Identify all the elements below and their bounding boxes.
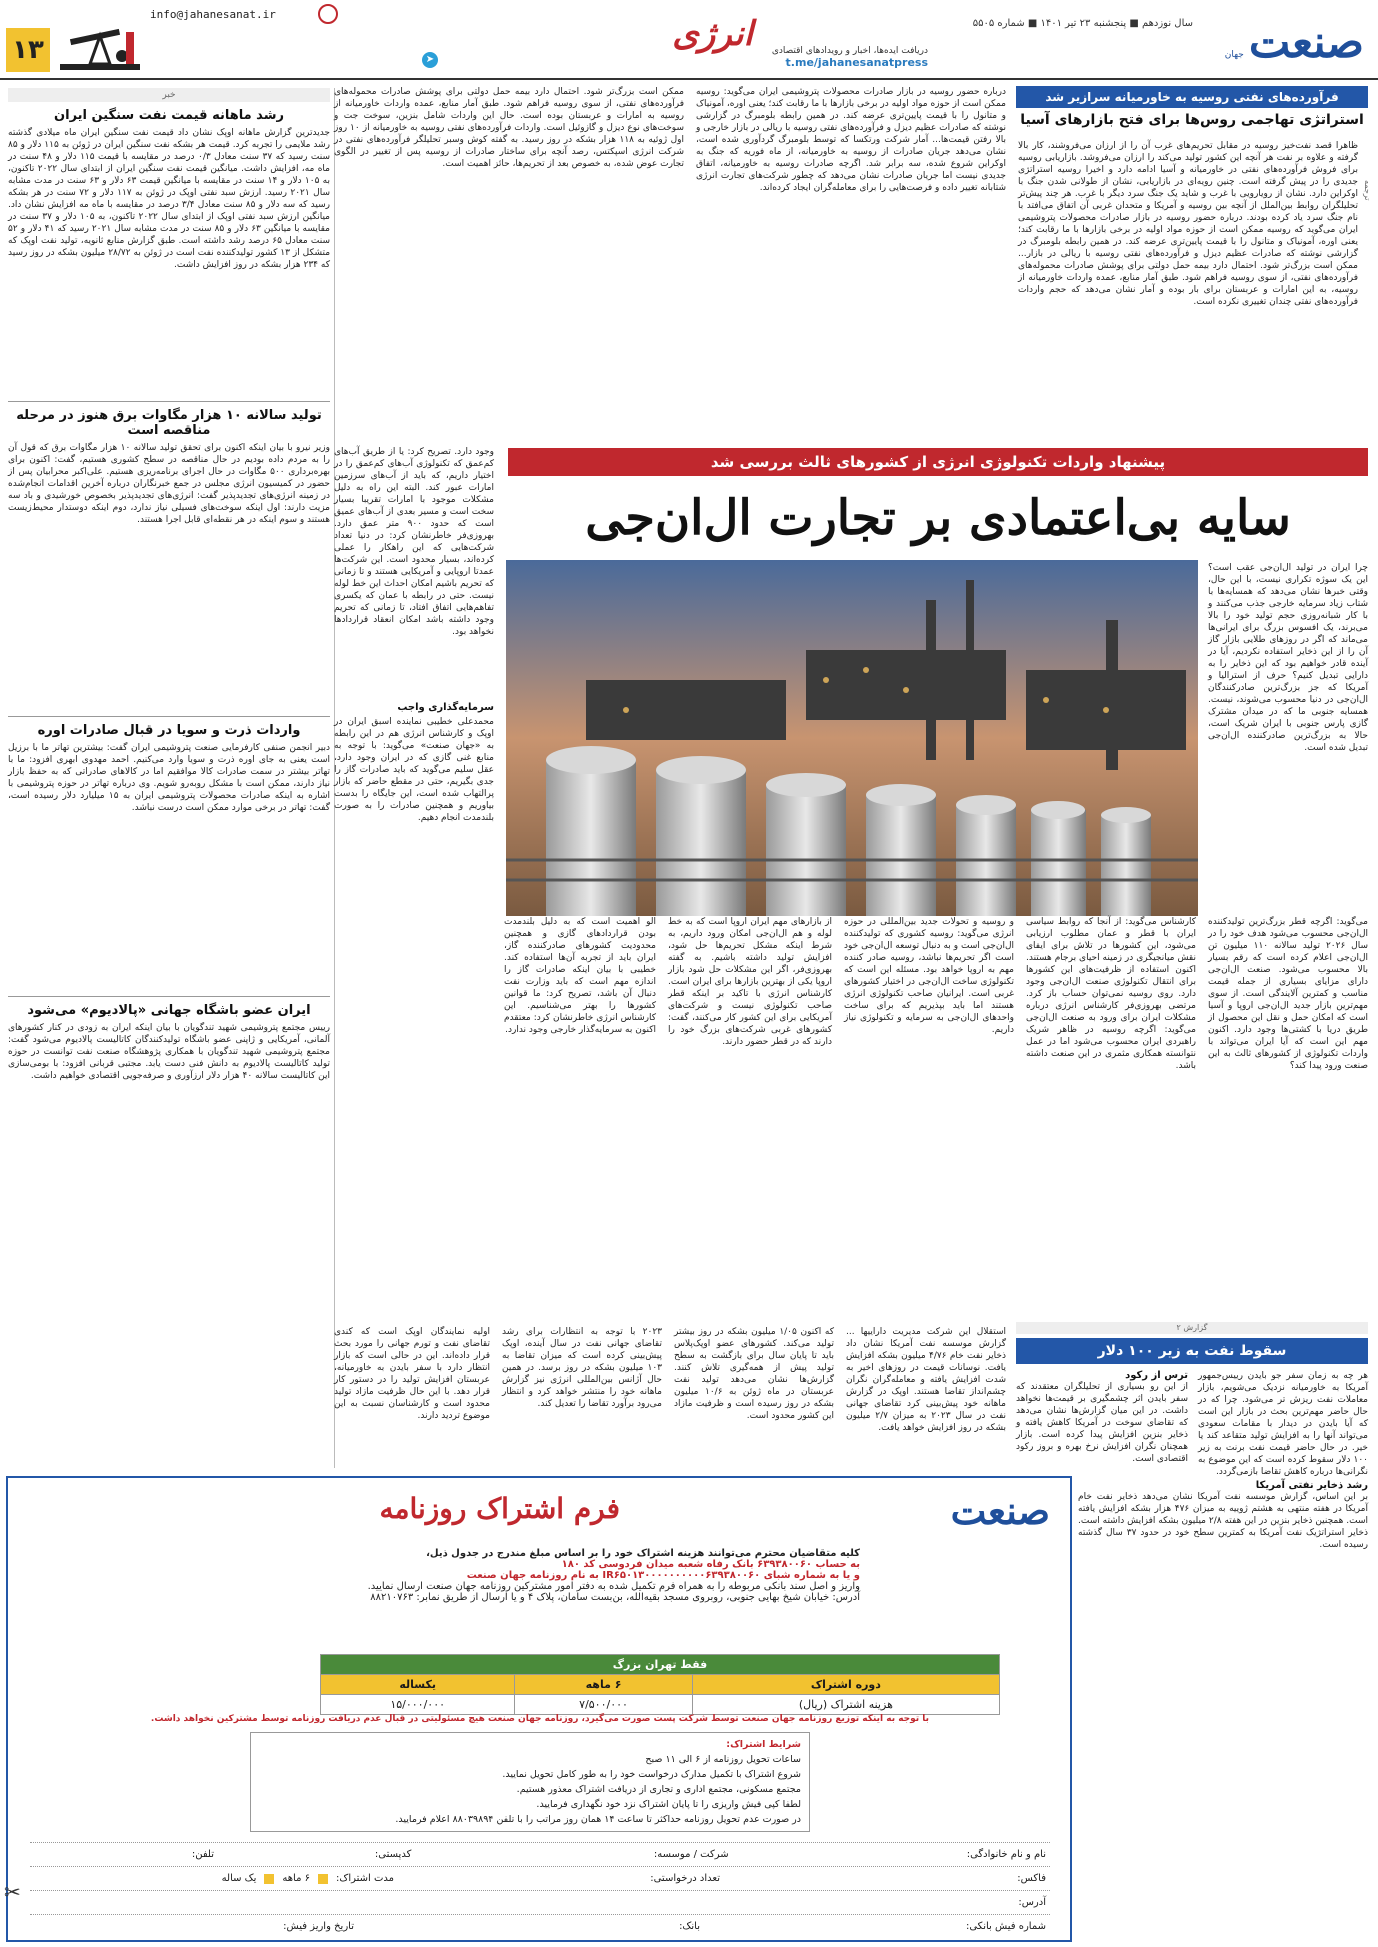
form-row [30,1842,1050,1866]
newspaper-logo[interactable] [1204,14,1364,74]
cond-4: لطفا کپی فیش واریزی را تا پایان اشتراک نزد خود نگهداری فرمایید. [536,1799,801,1810]
brief-title-3: واردات ذرت و سویا در قبال صادرات اوره [37,723,301,738]
oil-report-lower [1078,1480,1368,1940]
lng-col-b: کارشناس می‌گوید: از آنجا که روابط سیاسی ایران با قطر و عمان مطلوب ارزیابی می‌شود، این کشورها در تلاش برای ایفای نقش میانجیگری در زمینه احیای برجام هستند. اکنون استفاده از ظرفیت‌های این کشورها برای انتقال تکنولوژی صنعت ال‌ان‌جی وجود دارد. روی روسیه نمی‌توان حساب باز کرد. مرتضی بهروزی‌فر کارشناس انرژی درباره مشکلات ایران برای ورود به صنعت ال‌ان‌جی می‌گوید: اگرچه روسیه در ظاهر شریک راهبردی ایران محسوب می‌شود اما در عمل نتوانسته همکاری مثمری در این صنعت داشته باشد. [1026,917,1196,1071]
subscription-form [6,1476,1072,1942]
bank-field[interactable]: بانک: [679,1921,700,1932]
top-article-col-2: درباره حضور روسیه در بازار صادرات محصولات پتروشیمی ایران می‌گوید: روسیه ممکن است از حوزه مواد اولیه در برخی بازارها با ما رقابت کند؛ یعنی اوره، آمونیاک و متانول را با قیمت پایین‌تری عرضه کند. در همین رابطه بلومبرگ در گزارشی نوشته که صادرات عظیم دیزل و فرآورده‌های نفتی روسیه با ریالی در بازار خارجی و بالا رفتن قیمت‌ها... آمار شرکت ورتکسا که توسط بلومبرگ گردآوری شده است، نشان می‌دهد جریان صادرات از روسیه به خاورمیانه، از ماه فوریه که جنگ به اوکراین شروع شده، سه برابر شد. اگرچه صادرات روسیه به خاورمیانه، اتفاق جدیدی نیست اما جریان صادرات نشان می‌دهد که چطور شرکت‌های تجارت انرژی شتابانه تغییر داده و فرصت‌هایی را برای معامله‌گران ایجاد کرده‌اند. [696,87,1006,193]
lng-col-d: از بازارهای مهم ایران اروپا است که به خط لوله و هم ال‌ان‌جی امکان ورود داریم، به شرط اینکه مشکل تحریم‌ها حل شود، افزایش تولید داشته باشیم. به گفته بهروزی‌فر، اگر این مشکلات حل شود بازار اروپا یکی از بهترین بازارها برای ایران است. کارشناس انرژی با تاکید بر اینکه قطر صاحب تکنولوژی نیست و شرکت‌های آمریکایی برای این کشور کار می‌کنند، گفت: کشورهای غربی شرکت‌های بزرگ خود را دارند که در قطر حضور دارند. [668,917,832,1047]
oil-report-title: سقوط نفت به زیر ۱۰۰ دلار [1016,1338,1368,1364]
sub-logo-word: صنعت [950,1488,1050,1533]
cond-5: در صورت عدم تحویل روزنامه حداکثر تا ساعت ۱۴ همان روز مراتب را با تلفن ۸۸۰۳۹۸۹۴ اعلام فرمایید. [395,1814,801,1825]
oil-report-col-1 [1198,1370,1368,1477]
oil-sub1-body: از این رو بسیاری از تحلیلگران معتقدند که سفر بایدن اثر چشمگیری بر قیمت‌ها نخواهد داشت. در این میان گزارش‌ها نشان می‌دهد که تقاضای سوخت در آمریکا کاهش یافته و ذخایر بنزین افزایش پیدا کرده است. بازار همچنان نگران افزایش نرخ بهره و بروز رکود اقتصادی است. [1016,1382,1188,1464]
oil-subhead-1: ترس از رکود [1125,1370,1188,1381]
telegram-text: دریافت ایده‌ها، اخبار و رویدادهای اقتصادی [771,46,928,56]
count-field[interactable]: تعداد درخواستی: [650,1873,720,1884]
divider [8,716,330,717]
address-field[interactable]: آدرس: [1018,1897,1046,1908]
subscription-title: فرم اشتراک روزنامه [379,1492,620,1525]
logo-sub: جهان [1224,50,1244,60]
postcode-field[interactable]: کدپستی: [374,1849,412,1860]
form-row [30,1866,1050,1890]
lng-col-f-wrap [334,446,494,1322]
news-tag: خبر [8,88,330,102]
subscription-fields [30,1842,1050,1938]
cond-2: شروع اشتراک با تکمیل مدارک درخواست خود را به طور کامل تحویل نمایید. [502,1769,801,1780]
fax-field[interactable]: فاکس: [1017,1873,1046,1884]
lng-col-b-wrap [1026,916,1196,1321]
checkbox-6m[interactable] [318,1874,328,1884]
cond-1: ساعات تحویل روزنامه از ۶ الی ۱۱ صبح [645,1754,801,1765]
brief-body-4: رییس مجتمع پتروشیمی شهید تندگویان با بیان اینکه ایران به زودی در کنار کشورهای آلمانی، آمریکایی و ژاپنی عضو باشگاه تولیدکنندگان کاتالیست پالادیوم می‌شود گفت: مجتمع پتروشیمی شهید تندگویان با همکاری پژوهشگاه صنعت نفت توانست در حوزه تولید کاتالیست پالادیوم به دانش فنی دست یابد. مجتبی قربانی افزود: با بومی‌سازی این کاتالیست سالانه ۴۰ هزار دلار ارزآوری و صرفه‌جویی اقتصادی خواهیم داشت. [8,1023,330,1081]
lng-subhead-2: سرمایه‌گذاری واجب [397,702,494,713]
lng-col-c: و روسیه و تحولات جدید بین‌المللی در حوزه انرژی می‌گوید: روسیه کشوری که تولیدکننده ال‌ان‌جی است و به دنبال توسعه ال‌ان‌جی خود است اگر تحریم‌ها نباشد، روسیه صادر کننده مهم به اروپا خواهد بود. مسئله این است که تکنولوژی ساخت ال‌ان‌جی در اختیار کشورهای غربی است. ایرانیان صاحب تکنولوژی انرژی هستند اما باید بپذیریم که برای ساخت واحدهای ال‌ان‌جی به سرمایه و تکنولوژی نیاز داریم. [844,917,1014,1035]
top-article-kicker: فرآورده‌های نفتی روسیه به خاورمیانه سرازیر شد [1016,86,1368,108]
sub-line-4: واریز و اصل سند بانکی مربوطه را به همراه فرم تکمیل شده به دفتر امور مشترکین روزنامه جهان صنعت ارسال نمایید. [367,1581,860,1592]
lng-col-f: وجود دارد. تصریح کرد: یا از طریق آب‌های کم‌عمق که تکنولوژی آب‌های کم‌عمق را در اختیار داریم، که باید از آب‌های سرزمین امارات عبور کند. البته این راه به دلیل مشکلات موجود با امارات تقریبا بسیار سخت است و مسیر بعدی از آب‌های عمیق است که حدود ۹۰۰ متر عمق دارد. بهروزی‌فر خاطرنشان کرد: در دنیا تعداد شرکت‌هایی که این راهکار را عملی کرده‌اند، بسیار محدود است. این شرکت‌ها عمدتا اروپایی و آمریکایی هستند و تا زمانی که تحریم باشیم امکان احداث این خط لوله نیست. حتی در رابطه با عمان که یکسری تفاهم‌هایی اتفاق افتاد، تا زمانی که تحریم وجود داشته باشد امکان انعقاد قراردادها نخواهد بود. [334,447,494,637]
table-6m-price: ۷/۵۰۰/۰۰۰ [515,1695,692,1715]
page-number: ۱۳ [6,28,50,72]
mail-icon [318,4,338,24]
checkbox-1y[interactable] [264,1874,274,1884]
top-article-col-3: ممکن است بزرگ‌تر شود. احتمال دارد بیمه حمل دولتی برای پوشش صادرات محموله‌های فرآورده‌های نفتی، از سوی روسیه فراهم شود. طبق آمار منابع، عمده واردات خاورمیانه از روسیه به امارات و عربستان بوده است. حال این واردات شامل بنزین، سوخت جت و سوخت‌های نوع دیزل و گازوئیل است. واردات فرآورده‌های نفتی روسیه به خاورمیانه از ۱۰ روز اول ژوئیه به ۱۱۸ هزار بشکه در روز رسید. به گفته کوش وسبر تحلیلگر فرآورده‌های نفتی در شرکت انرژی اسپکتس، رصد آنچه برای ساختار صادرات از روسیه پس از تغییر در الگوی تجارت عوض شده، به خصوص بعد از تحریم‌ها، حائز اهمیت است. [334,87,684,169]
oil-sub2-body: بر این اساس، گزارش موسسه نفت آمریکا نشان می‌دهد ذخایر نفت خام آمریکا در هفته منتهی به هشتم ژوییه به میزان ۴۷۶ هزار بشکه افزایش یافته است. همچنین ذخایر بنزین در این هفته ۲/۸ میلیون بشکه افزایش داشته است. ذخایر استراتژیک نفت آمریکا به کمترین سطح خود در حدود ۳۷ سال گذشته رسیده است. [1078,1492,1369,1550]
form-row [30,1890,1050,1914]
masthead [0,0,1378,80]
divider [8,996,330,997]
top-article-title: استراتژی تهاجمی روس‌ها برای فتح بازارهای آسیا [1020,112,1364,128]
period-field [34,1873,394,1884]
brief-body-2: وزیر نیرو با بیان اینکه اکنون برای تحقق تولید سالانه ۱۰ هزار مگاوات برق که قول آن را به مردم داده بودیم در حال مناقصه در سطح کشوری هستیم، گفت: اکنون برای بهره‌برداری ۵۰۰ مگاوات در حال اجرای برنامه‌ریزی هستیم. علی‌اکبر محرابیان پس از حضور در کمیسیون انرژی مجلس در جمع خبرنگاران درباره آخرین اقدامات انجام‌شده در زمینه انرژی‌های تجدیدپذیر گفت: انرژی‌های تجدیدپذیر بخصوص خورشیدی و باد سه مزیت دارند: اول اینکه سوخت‌های فسیلی نیاز ندارد، دوم اینکه دوستدار محیط‌زیست هستند و سوم اینکه در هر نقطه‌ای قابل اجرا هستند. [8,443,330,525]
section-title: انرژی [672,14,753,54]
subscription-instructions [30,1548,860,1603]
report-tag: گزارش ۲ [1016,1322,1368,1334]
brief-title-4: ایران عضو باشگاه جهانی «پالادیوم» می‌شود [27,1003,311,1018]
table-cost-label: هزینه اشتراک (ریال) [692,1695,999,1715]
oil-subhead-2: رشد ذخایر نفتی آمریکا [1255,1480,1368,1491]
sub-line-3: و یا به شماره شبای IR۶۵۰۱۳۰۰۰۰۰۰۰۰۰۰۶۳۹۳۸۰۰۶۰ به نام روزنامه جهان صنعت [466,1570,860,1581]
oil-report-col-2 [1016,1370,1188,1470]
receipt-field[interactable]: شماره فیش بانکی: [965,1921,1046,1932]
lng-col-a: می‌گوید: اگرچه قطر بزرگ‌ترین تولیدکننده ال‌ان‌جی محسوب می‌شود هدف خود را در سال ۲۰۲۶ تولید سالانه ۱۱۰ میلیون تن ال‌ان‌جی اعلام کرده است که رقم بسیار بالا محسوب می‌شود. صنعت ال‌ان‌جی دارای مزایای بسیاری از جمله قیمت مناسب و کمترین آلایندگی است. از سوی مهم‌ترین بازار جدید ال‌ان‌جی اروپا و آسیا است که امکان حمل و نقل این محصول از طریق دریا با کشتی‌ها وجود دارد. اکنون مهم این است که آیا ایران می‌تواند با واردات تکنولوژی از کشورهای ثالث به این صنعت ورود پیدا کند؟ [1208,917,1368,1071]
company-field[interactable]: شرکت / موسسه: [653,1849,729,1860]
name-field[interactable]: نام و نام خانوادگی: [966,1849,1046,1860]
brief-title-1: رشد ماهانه قیمت نفت سنگین ایران [54,108,284,123]
sub-line-1: کلیه متقاضیان محترم می‌توانند هزینه اشتراک خود را بر اساس مبلغ مندرج در جدول ذیل، [426,1548,860,1559]
oil-report-body: هر چه به زمان سفر جو بایدن رییس‌جمهور آمریکا به خاورمیانه نزدیک می‌شویم، بازار معاملات نفت ریزش تر می‌شود. چرا که در حال حاضر مهم‌ترین بحث در بازار این است که آیا بایدن در دیدار با مقامات سعودی می‌تواند آنها را به افزایش تولید متقاعد کند یا خیر. در حال حاضر قیمت نفت برنت به زیر ۱۰۰ دلار سقوط کرده است که این موضوع به نگرانی‌ها درباره کاهش تقاضا بازمی‌گردد. [1198,1371,1368,1477]
subscription-logo [880,1488,1050,1552]
date-field[interactable]: تاریخ واریز فیش: [283,1921,354,1932]
top-article-tag: ترجمه [1363,180,1372,201]
scissors-icon: ✂ [4,1880,21,1904]
cond-title: شرایط اشتراک: [726,1739,801,1750]
news-briefs-column [8,88,330,1488]
telegram-promo [728,46,928,69]
period-label: مدت اشتراک: [336,1873,394,1884]
table-1y-label: یکساله [321,1675,515,1695]
oil-pump-icon [60,26,140,72]
table-6m-label: ۶ ماهه [515,1675,692,1695]
oil-report-col-4: که اکنون ۱/۰۵ میلیون بشکه در روز بیشتر تولید می‌کند. کشورهای عضو اوپک‌پلاس باید تا پایان سال برای بازگشت به سطح تولید پیش از همه‌گیری تلاش کنند. گزارش‌ها نشان می‌دهد تولید نفت عربستان در ماه ژوئن به ۱۰/۶ میلیون بشکه در روز رسیده است و ظرفیت مازاد این کشور محدود است. [674,1327,834,1421]
lng-kicker: پیشنهاد واردات تکنولوژی انرژی از کشورهای ثالث بررسی شد [508,448,1368,476]
table-period-label: دوره اشتراک [692,1675,999,1695]
period-1y: یک ساله [221,1873,257,1884]
brief-title-2: تولید سالانه ۱۰ هزار مگاوات برق هنوز در مرحله مناقصه است [16,408,322,438]
lng-sub2-body: محمدعلی خطیبی نماینده اسبق ایران در اوپک و کارشناس انرژی هم در این رابطه به «جهان صنعت» می‌گوید: با توجه به منابع غنی گازی که در ایران وجود دارد، عقل سلیم می‌گوید که باید صادرات گاز را جدی بگیریم، حتی در مقطع حاضر که بازار پرالتهاب شده است، این جایگاه را بدست بیاوریم و همچنین صادرات را به صورت بلندمدت انجام دهیم. [334,717,494,823]
table-1y-price: ۱۵/۰۰۰/۰۰۰ [321,1695,515,1715]
lng-plant-photo [506,560,1198,916]
table-region: فقط تهران بزرگ [321,1655,1000,1675]
issue-line: سال نوزدهم ■ پنجشنبه ۲۳ تیر ۱۴۰۱ ■ شماره ۵۵۰۵ [972,18,1193,29]
form-row [30,1914,1050,1938]
period-6m: ۶ ماهه [282,1873,310,1884]
delivery-warning: با توجه به اینکه توزیع روزنامه جهان صنعت توسط شرکت پست صورت می‌گیرد، روزنامه جهان صنعت هیچ مسئولیتی در قبال عدم دریافت روزنامه توسط مشترکین نخواهد داشت. [150,1714,930,1724]
oil-report-col-5: ۲۰۲۳ با توجه به انتظارات برای رشد تقاضای جهانی نفت در سال آینده، اوپک پیش‌بینی کرده است که میزان تقاضا به ۱۰۳ میلیون بشکه در روز برسد. در همین حال آژانس بین‌المللی انرژی نیز گزارش ماهانه خود را منتشر خواهد کرد و انتظار می‌رود برآورد تقاضا را تعدیل کند. [502,1327,662,1409]
subscription-conditions [250,1732,810,1832]
subscription-price-table [320,1654,1000,1715]
brief-body-1: جدیدترین گزارش ماهانه اوپک نشان داد قیمت نفت سنگین ایران ماه میلادی گذشته رشد ملایمی را تجربه کرد. قیمت هر بشکه نفت سنگین ایران در ژوئن به ۱۱۵ دلار و ۸۵ سنت رسید که ۳۷ سنت معادل ۰/۳ درصد در مقایسه با قیمت ۱۱۵ دلار و ۴۸ سنت در ماه مه، افزایش داشت. میانگین قیمت نفت سنگین ایران از ابتدای سال ۲۰۲۲ تاکنون، به ۱۰۵ دلار و ۱۴ سنت در مقایسه با میانگین قیمت ۶۳ دلار و ۶۳ سنت در مدت مشابه سال ۲۰۲۱ رسید. ارزش سبد نفتی اوپک در ژوئن به ۱۱۷ دلار و ۷۲ سنت در هر بشکه رسید که سه دلار و ۸۵ سنت معادل ۳/۴ درصد در مقایسه با ماه مه افزایش نشان داد. میانگین ارزش سبد نفتی اوپک از ابتدای سال ۲۰۲۲ تاکنون، به ۱۰۵ دلار و ۳۷ سنت در مقایسه با میانگین ۶۳ دلار و ۸۵ سنت در مدت مشابه سال ۲۰۲۱ رسید که ۴۱ دلار و ۵۲ سنت معادل ۶۵ درصد رشد داشته است. طبق گزارش منابع ثانویه، تولید نفت اوپک که متشکل از ۱۳ کشور تولیدکننده نفت است در ژوئن به ۲۸/۷۲ میلیون بشکه در روز رسید که ۲۳۴ هزار بشکه در روز افزایش داشت. [8,128,331,270]
lng-headline: سایه بی‌اعتمادی بر تجارت ال‌ان‌جی [585,490,1291,546]
lng-lead: چرا ایران در تولید ال‌ان‌جی عقب است؟ این یک سوژه تکراری نیست، با این حال، وقتی خبرها نشان می‌دهد که همسایه‌ها با شتاب زیاد سرمایه خارجی جذب می‌کنند و با کار شبانه‌روزی حجم تولید خود را بالا می‌برند، یک افسوس بزرگ برای ایرانی‌ها می‌ماند که اگر در روزهای طلایی بازار گاز آن را از این ذخایر استفاده نکردیم، آیا در آینده قادر خواهیم بود که این ذخایر را به دارایی تبدیل کنیم؟ حرف از استرالیا و آمریکا که جز بزرگ‌ترین صادرکنندگان ال‌ان‌جی در دنیا محسوب می‌شوند، نیست. همسایه جنوبی ما که در میدان مشترک گازی پارس جنوبی با ایران شریک است، حالا به بزرگ‌ترین صادرکننده ال‌ان‌جی تبدیل شده است. [1208,563,1368,753]
top-article-body: ظاهرا قصد نفت‌خیز روسیه در مقابل تحریم‌های غرب آن را از ارزان می‌فروشند، کار بالا گرفته و علاوه بر نفت هر آنچه این کشور تولید می‌کند را ارزان می‌فروشد. بازاریابی روسیه برای فروش فرآورده‌های نفتی در خاورمیانه و آسیا ادامه دارد و اخیرا روسیه استراتژی جدیدی را در پیش گرفته است. چنین رویه‌ای در بازاریابی، نشان از طولانی شدن جنگ با اوکراین دارد. نشان از رویارویی با غرب و شاید یک جنگ سرد دیگر با غرب. هر چند پیش‌تر تحلیلگران روابط بین‌الملل از آنچه بین روسیه و آمریکا و متحدان غربی آن اتفاق می‌افتد با نام جنگ سرد یاد کرده بودند. درباره حضور روسیه در بازار صادرات محصولات پتروشیمی ایران می‌گوید که روسیه ممکن است از حوزه مواد اولیه در برخی بازارها با ما رقابت کند؛ یعنی اوره، آمونیاک و متانول را با قیمت پایین‌تری عرضه کند. در همین رابطه بلومبرگ در گزارشی نوشته که صادرات عظیم دیزل و فرآورده‌های نفتی روسیه با ریالی در بازار... ممکن است بزرگ‌تر شود. احتمال دارد بیمه حمل دولتی برای پوشش صادرات محموله‌های فرآورده‌های نفتی، از سوی روسیه فراهم شود. طبق آمار منابع، عمده واردات خاورمیانه از روسیه، به این امارات و عربستان برای بار بوده و آمار نشان می‌دهد که حجم واردات فرآورده‌های نفتی چندان تغییری نکرده است. [1018,141,1358,307]
telegram-icon[interactable]: ➤ [422,52,438,68]
oil-report-col-6: اولیه نمایندگان اوپک است که کندی تقاضای نفت و تورم جهانی را مورد بحث قرار داده‌اند. این در حالی است که بازار انتظار دارد با سفر بایدن به خاورمیانه، عربستان افزایش تولید را در دستور کار قرار دهد. با این حال ظرفیت مازاد تولید محدود است و کارشناسان نسبت به این موضوع تردید دارند. [334,1327,490,1421]
logo-word: صنعت [1248,17,1364,68]
cond-3: مجتمع مسکونی، مجتمع اداری و تجاری از دریافت اشتراک معذور هستیم. [516,1784,801,1795]
lng-col-e: الو اهمیت است که به دلیل بلندمدت بودن قراردادهای گازی و همچنین محدودیت کشورهای صادرکننده گاز، ایران باید از تجربه آن‌ها استفاده کند. خطیبی با بیان اینکه صادرات گاز را اندازه مهم است که باید وزارت نفت دنبال آن باشد، تصریح کرد: ما قوانین کشورها را بهتر می‌شناسیم. این کارشناس انرژی خاطرنشان کرد: معتقدم اکنون به سرمایه‌گذار خارجی وجود ندارد. [504,917,656,1035]
oil-report-col-3: استقلال این شرکت مدیریت داراییها ... گزارش موسسه نفت آمریکا نشان داد ذخایر نفت خام ۴/۷۶ میلیون بشکه افزایش یافت. نوسانات قیمت در روزهای اخیر به شدت افزایش یافته و معامله‌گران نگران چشم‌انداز تقاضا هستند. اوپک در گزارش ماهانه خود پیش‌بینی کرد تقاضای جهانی نفت در سال ۲۰۲۳ به میزان ۲/۷ میلیون بشکه در روز افزایش خواهد یافت. [846,1327,1007,1433]
sub-line-2: به حساب ۶۳۹۳۸۰۰۶۰ بانک رفاه شعبه میدان فردوسی کد ۱۸۰ [561,1559,860,1570]
brief-body-3: دبیر انجمن صنفی کارفرمایی صنعت پتروشیمی ایران گفت: بیشترین تهاتر ما با برزیل است یعنی به جای اوره ذرت و سویا وارد می‌کنیم. احمد مهدوی ابهری افزود: ما با تهاتر بیشتر در سمت صادرات کالا موافقیم اما در کالاهای صادراتی که به حفظ بازار نیاز دارند، ممکن است با مشکل روبه‌رو شویم. وی درباره تهاتر در حوزه پتروشیمی با اشاره به اینکه صادرات محصولات پتروشیمی ایران به ۱۵ میلیارد دلار رسیده است، گفت: تهاتر در برخی موارد ممکن است درست نباشد. [8,743,330,813]
divider [8,401,330,402]
telegram-link[interactable]: t.me/jahanesanatpress [785,56,928,69]
sub-line-5: آدرس: خیابان شیخ بهایی جنوبی، روبروی مسجد بقیه‌الله، بن‌بست سامان، پلاک ۴ و یا ارسال از طریق نمابر: ۸۸۲۱۰۷۶۳ [370,1592,860,1603]
email-address[interactable]: info@jahanesanat.ir [150,8,276,21]
phone-field[interactable]: تلفن: [191,1849,215,1860]
